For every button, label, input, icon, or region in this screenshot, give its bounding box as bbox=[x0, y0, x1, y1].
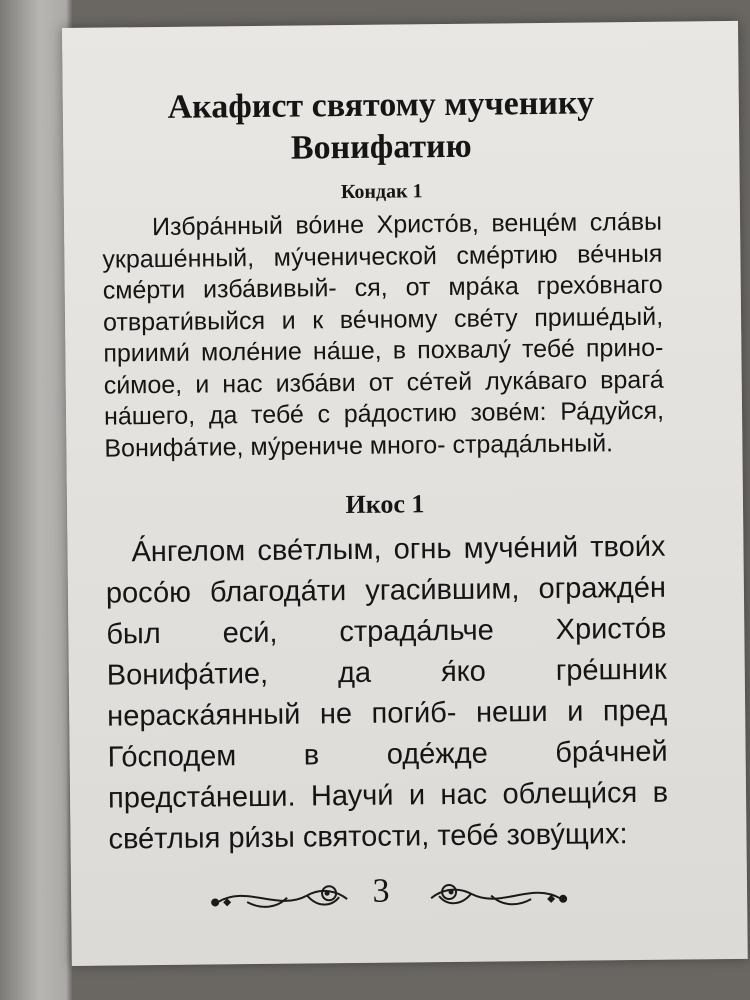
kontakion-text: Избра́нный во́ине Христо́в, венце́м сла́вы украше́нный, му́ченической сме́ртию ве́чныя сме́рти изба́вивый- ся, от мра́ка грехо́внаго отврати́выйся и к ве́чному све́ту прише́дый, приими́ моле́ние на́ше, в похвалу́ тебе́ прино- си́мое, и нас изба́ви от се́тей лука́ваго врага́ на́шего, да тебе́ с ра́достию зове́м: Ра́дуйся, Вонифа́тие, му́рениче много- страда́льный. bbox=[102, 207, 665, 463]
page-content bbox=[101, 82, 669, 861]
page-title: Акафист святому мученику Вонифатию bbox=[167, 84, 595, 167]
page-number: 3 bbox=[372, 872, 390, 910]
previous-page-edge bbox=[0, 0, 72, 1000]
floral-ornament-right-icon bbox=[421, 875, 571, 917]
floral-ornament-left-icon bbox=[207, 877, 357, 919]
page-footer bbox=[71, 869, 747, 924]
book-page bbox=[62, 21, 748, 966]
ikos-heading: Икос 1 bbox=[345, 489, 425, 520]
kontakion-heading: Кондак 1 bbox=[340, 180, 423, 204]
ikos-text: А́нгелом све́тлым, огнь муче́ний твои́х росо́ю благода́ти угаси́вшим, огражде́н был еси́, страда́льче Христо́в Вонифа́тие, да я́ко гре́шник нераска́янный не поги́б- неши и пред Го́сподем в оде́жде бра́чней предста́неши. Научи́ и нас облещи́ся в све́тлыя ри́зы святости, тебе́ зову́щих: bbox=[105, 530, 669, 856]
